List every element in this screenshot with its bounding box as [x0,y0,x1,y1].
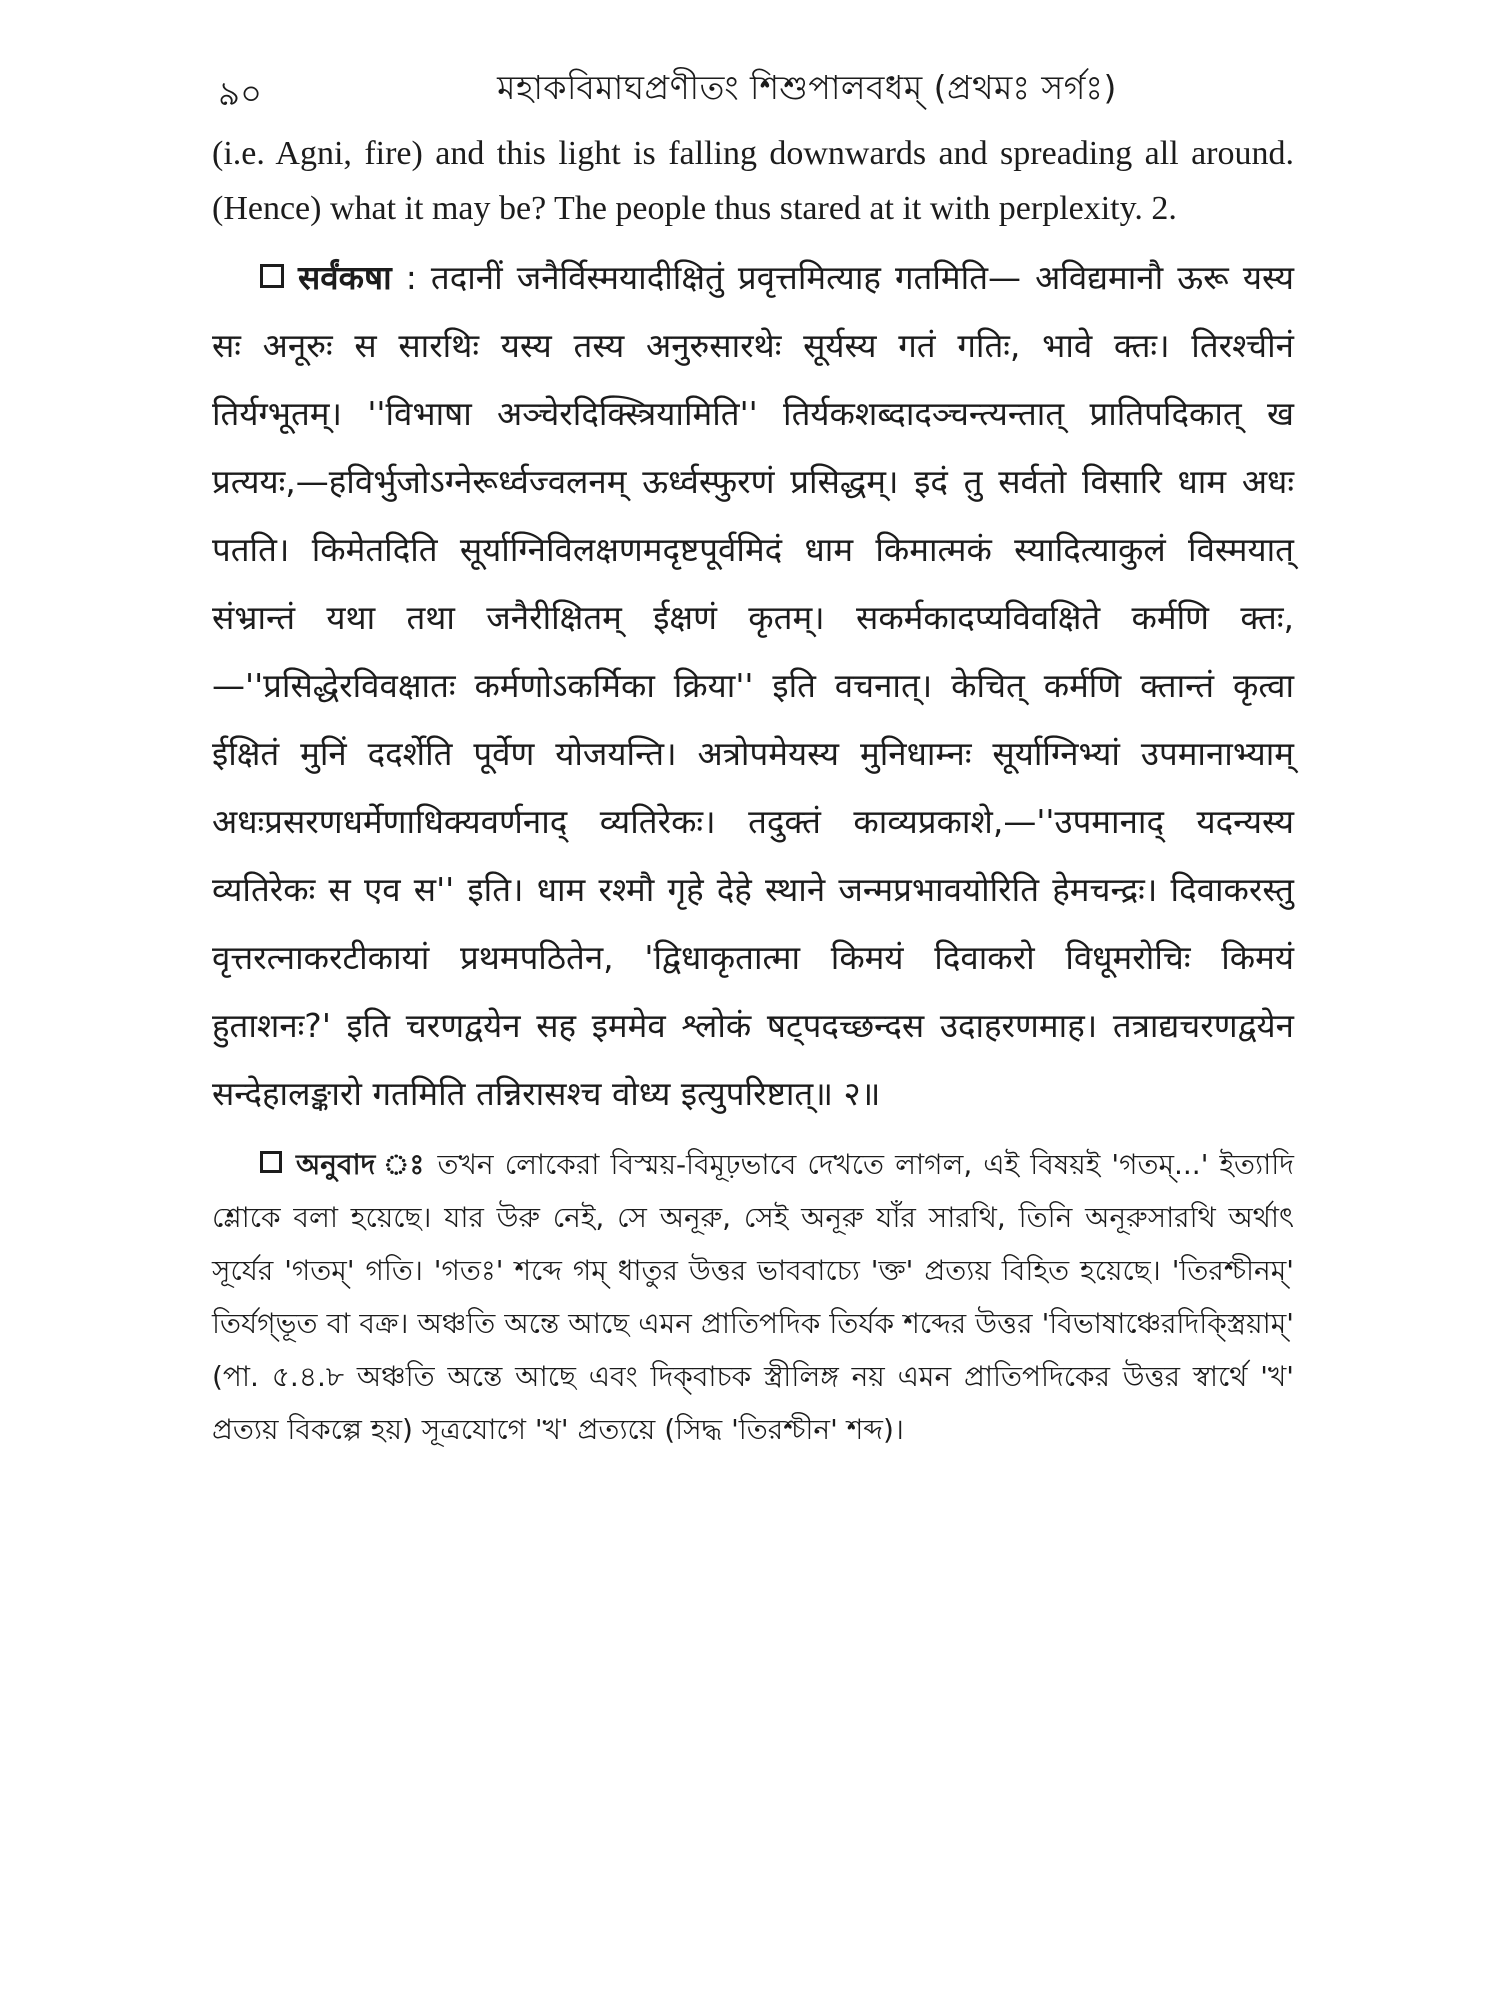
running-title: মহাকবিমাঘপ্রণীতং শিশুপালবধম্ (প্রথমঃ সর্গঃ) [497,68,1117,107]
sanskrit-commentary-paragraph [212,244,1294,1128]
square-bullet-icon [260,264,284,288]
commentary-label: सर्वंकषा [298,258,392,297]
english-translation-paragraph: (i.e. Agni, fire) and this light is falling downwards and spreading all around. (Hence) what it may be? The people thus stared at it with perplexity. 2. [212,135,1294,227]
translation-label: অনুবাদ ঃ [296,1148,427,1181]
commentary-text: : तदानीं जनैर्विस्मयादीक्षितुं प्रवृत्तमित्याह गतमिति— अविद्यमानौ ऊरू यस्य सः अनूरुः स सारथिः यस्य तस्य अनुरुसारथेः सूर्यस्य गतं गतिः, भावे क्तः। तिरश्चीनं तिर्यग्भूतम्। ''विभाषा अञ्चेरदिक्स्त्रियामिति'' तिर्यकशब्दादञ्चन्त्यन्तात् प्रातिपदिकात् ख प्रत्ययः,—हविर्भुजोऽग्नेरूर्ध्वज्वलनम् ऊर्ध्वस्फुरणं प्रसिद्धम्। इदं तु सर्वतो विसारि धाम अधः पतति। किमेतदिति सूर्याग्निविलक्षणमदृष्टपूर्वमिदं धाम किमात्मकं स्यादित्याकुलं विस्मयात् संभ्रान्तं यथा तथा जनैरीक्षितम् ईक्षणं कृतम्। सकर्मकादप्यविवक्षिते कर्मणि क्तः,—''प्रसिद्धेरविवक्षातः कर्मणोऽकर्मिका क्रिया'' इति वचनात्। केचित् कर्मणि क्तान्तं कृत्वा ईक्षितं मुनिं ददर्शेति पूर्वेण योजयन्ति। अत्रोपमेयस्य मुनिधाम्नः सूर्याग्निभ्यां उपमानाभ्याम् अधःप्रसरणधर्मेणाधिक्यवर्णनाद् व्यतिरेकः। तदुक्तं काव्यप्रकाशे,—''उपमानाद् यदन्यस्य व्यतिरेकः स एव स'' इति। धाम रश्मौ गृहे देहे स्थाने जन्मप्रभावयोरिति हेमचन्द्रः। दिवाकरस्तु वृत्तरत्नाकरटीकायां प्रथमपठितेन, 'द्विधाकृतात्मा किमयं दिवाकरो विधूमरोचिः किमयं हुताशनः?' इति चरणद्वयेन सह इममेव श्लोकं षट्पदच्छन्दस उदाहरणमाह। तत्राद्यचरणद्वयेन सन्देहालङ्कारो गतमिति तन्निरासश्च वोध्य इत्युपरिष्टात्॥ २॥ [212,258,1294,1113]
book-page [212,62,1294,1456]
square-bullet-icon [260,1151,282,1173]
page-number: ৯০ [218,74,263,114]
bengali-translation-paragraph [212,1138,1294,1456]
translation-text: তখন লোকেরা বিস্ময়-বিমূঢ়ভাবে দেখতে লাগল, এই বিষয়ই 'গতম্...' ইত্যাদি শ্লোকে বলা হয়েছে। যার উরু নেই, সে অনূরু, সেই অনূরু যাঁর সারথি, তিনি অনূরুসারথি অর্থাৎ সূর্যের 'গতম্' গতি। 'গতঃ' শব্দে গম্ ধাতুর উত্তর ভাববাচ্যে 'ক্ত' প্রত্যয় বিহিত হয়েছে। 'তিরশ্চীনম্' তির্যগ্ভূত বা বক্র। অঞ্চতি অন্তে আছে এমন প্রাতিপদিক তির্যক শব্দের উত্তর 'বিভাষাঞ্চেরদিক্স্ত্রিয়াম্' (পা. ৫.৪.৮ অঞ্চতি অন্তে আছে এবং দিক্‌বাচক স্ত্রীলিঙ্গ নয় এমন প্রাতিপদিকের উত্তর স্বার্থে 'খ' প্রত্যয় বিকল্পে হয়) সূত্রযোগে 'খ' প্রত্যয়ে (সিদ্ধ 'তিরশ্চীন' শব্দ)। [212,1148,1295,1446]
page-header [212,62,1294,126]
